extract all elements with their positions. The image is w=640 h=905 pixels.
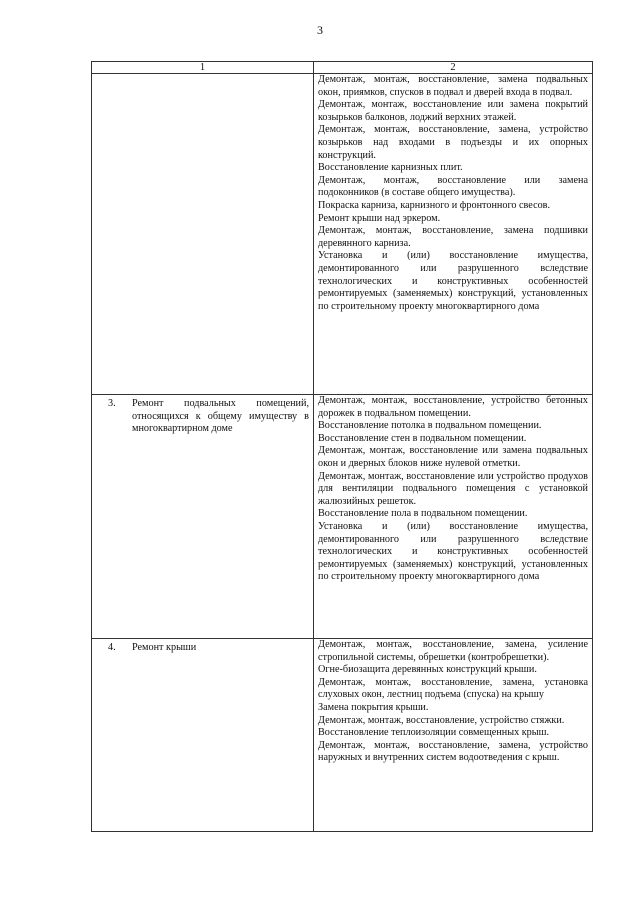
work-item: Демонтаж, монтаж, восстановление, устройство бетонных дорожек в подвальном помещении. bbox=[318, 395, 588, 419]
row-number: 4. bbox=[108, 642, 116, 653]
work-item: Демонтаж, монтаж, восстановление, замена, устройство наружных и внутренних систем водоотведения с крыш. bbox=[318, 739, 588, 764]
row-works-cell bbox=[314, 74, 593, 395]
work-item: Восстановление теплоизоляции совмещенных крыш. bbox=[318, 727, 549, 739]
table-row bbox=[92, 395, 593, 639]
row-topic-cell bbox=[92, 74, 314, 395]
work-item: Демонтаж, монтаж, восстановление, устройство стяжки. bbox=[318, 714, 565, 726]
column-header-2: 2 bbox=[314, 62, 593, 74]
work-item: Демонтаж, монтаж, восстановление, замена, устройство козырьков над входами в подъезды и их опорных конструкций. bbox=[318, 124, 588, 161]
table-row bbox=[92, 74, 593, 395]
work-item: Покраска карниза, карнизного и фронтонного свесов. bbox=[318, 199, 551, 211]
works-table bbox=[91, 61, 593, 832]
row-topic-cell bbox=[92, 639, 314, 832]
work-item: Демонтаж, монтаж, восстановление или замена покрытий козырьков балконов, лоджий верхних этажей. bbox=[318, 99, 588, 123]
row-number bbox=[96, 74, 132, 77]
work-item: Огне-биозащита деревянных конструкций крыши. bbox=[318, 664, 537, 676]
row-topic-cell bbox=[92, 395, 314, 639]
row-works-cell bbox=[314, 639, 593, 832]
work-item: Установка и (или) восстановление имущества, демонтированного или разрушенного вследствие технологических и конструктивных особенностей ремонтируемых (заменяемых) конструкций, установленных по строительному проекту многоквартирного дома bbox=[318, 520, 588, 583]
table-header-row bbox=[92, 62, 593, 74]
work-item: Восстановление пола в подвальном помещении. bbox=[318, 508, 528, 520]
work-item: Установка и (или) восстановление имущества, демонтированного или разрушенного вследствие технологических и конструктивных особенностей ремонтируемых (заменяемых) конструкций, установленных по строительному проекту многоквартирного дома bbox=[318, 250, 588, 312]
row-topic bbox=[132, 74, 309, 77]
work-item: Демонтаж, монтаж, восстановление, замена, установка слуховых окон, лестниц подъема (спуска) на крышу bbox=[318, 676, 588, 701]
row-number: 3. bbox=[108, 398, 116, 409]
work-item: Восстановление карнизных плит. bbox=[318, 162, 463, 174]
row-topic: Ремонт крыши bbox=[132, 642, 197, 653]
work-item: Демонтаж, монтаж, восстановление или замена подоконников (в составе общего имущества). bbox=[318, 174, 588, 199]
table-row bbox=[92, 639, 593, 832]
page-number: 3 bbox=[317, 23, 323, 37]
work-item: Ремонт крыши над эркером. bbox=[318, 212, 441, 224]
work-item: Демонтаж, монтаж, восстановление или замена подвальных окон и дверных блоков ниже нулевой отметки. bbox=[318, 445, 588, 469]
work-item: Восстановление стен в подвальном помещении. bbox=[318, 432, 527, 444]
work-item: Демонтаж, монтаж, восстановление, замена, усиление стропильной системы, обрешетки (контробрешетки). bbox=[318, 639, 588, 663]
column-header-1: 1 bbox=[92, 62, 314, 74]
work-item: Демонтаж, монтаж, восстановление, замена подшивки деревянного карниза. bbox=[318, 225, 588, 249]
row-topic: Ремонт подвальных помещений, относящихся к общему имуществу в многоквартирном доме bbox=[132, 398, 309, 435]
work-item: Демонтаж, монтаж, восстановление или устройство продухов для вентиляции подвального помещения с установкой жалюзийных решеток. bbox=[318, 470, 588, 507]
row-works-cell bbox=[314, 395, 593, 639]
work-item: Замена покрытия крыши. bbox=[318, 701, 429, 713]
work-item: Демонтаж, монтаж, восстановление, замена подвальных окон, приямков, спусков в подвал и дверей входа в подвал. bbox=[318, 74, 588, 98]
work-item: Восстановление потолка в подвальном помещении. bbox=[318, 420, 542, 432]
